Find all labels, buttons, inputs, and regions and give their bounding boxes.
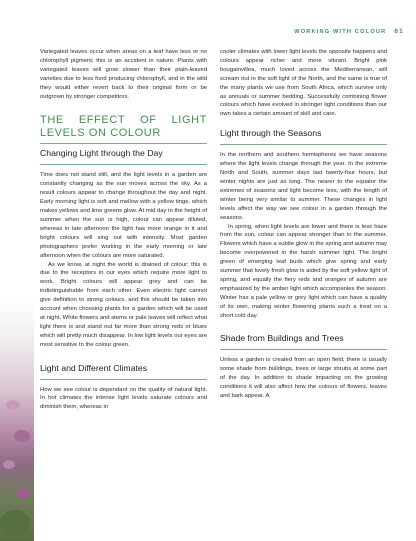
subheading-shade: Shade from Buildings and Trees <box>220 333 344 344</box>
flower-bloom <box>14 430 30 442</box>
flower-bloom <box>6 400 20 410</box>
intro-paragraph: Variegated leaves occur when areas on a leaf have less or no chlorophyll pigment; this is an accident in nature. Plants with variegated leaves will grow slower than their plain-leaved varieties due to less food producing chlorophyll, and in the wild they would either revert back to their original form or be outgrown by stronger competitors. <box>40 49 207 100</box>
body-paragraph: As we know, at night the world is drained of colour; this is due to the receptors in our eyes which require more light to work. Bright colours will appear grey and can be indistinguishable from each other. Even electric light cannot give definition to strong colours, and this should be taken into account when choosing plants for a garden which will be used at night. White flowers and stems or pale leaves will reflect what light there is and stand out far more than strong reds or blues which will pretty much disappear. In low light levels our eyes are most sensitive to the colour green. <box>40 261 207 348</box>
flower-photo-strip <box>0 0 34 541</box>
body-paragraph: cooler climates with lower light levels the opposite happens and colours appear richer and more vibrant. Bright pink bougainvillea, much loved across the Mediterranean, will scream out in the soft light of the North, and the same is true of the many plants we use from South Africa, which survive only as annuals or summer bedding. Successfully combining flower colours which have evolved in stronger light conditions than our own takes a certain amount of skill and care. <box>220 49 387 118</box>
running-header <box>294 28 404 35</box>
subheading-seasons: Light through the Seasons <box>220 128 322 139</box>
right-column <box>220 48 387 401</box>
page-number: 61 <box>394 28 404 35</box>
running-title: WORKING WITH COLOUR <box>294 29 387 35</box>
flower-bloom <box>16 488 30 499</box>
flower-bloom <box>3 460 15 469</box>
leaf-cluster <box>0 510 30 536</box>
left-column <box>40 48 207 412</box>
body-paragraph: Unless a garden is created from an open field, there is usually some shade from buildings, trees or large shrubs at some part of the day. In addition to shade impacting on the growing conditions it will also affect how the colours of flowers, leaves and bark appear. A <box>220 357 387 400</box>
body-paragraph: In the northern and southern hemispheres we have seasons where the light levels change through the year. In the extreme North and South, summer days last twenty-four hours, but winter nights are just as long. The nearer to the equator the extremes of seasons and light become less, with the length of winter being very similar to summer. These changes in light levels affect the way we see colour in a garden through the seasons. <box>220 152 387 221</box>
subheading-climates: Light and Different Climates <box>40 362 148 373</box>
body-paragraph: In spring, when light levels are lower and there is less haze from the sun, colour can appear stronger than in the summer. Flowers which have a subtle glow in the spring and autumn may become overpowered in the harsh summer light. The bright green of emerging leaf buds which give spring and early summer that lovely fresh glow is aided by the soft yellow light of spring, and equally the fiery reds and oranges of autumn are emphasized by the amber light which accompanies the season. Winter has a pale yellow or grey light which can have a quality of its own, making winter flowering plants such a treat on a short cold day. <box>220 223 387 319</box>
body-paragraph: Time does not stand still, and the light levels in a garden are constantly changing as the sun moves across the sky. As a result colours appear to change throughout the day and night. Early morning light is soft and mellow with a yellow tinge, which makes yellows and lime greens glow. At mid day in the height of summer when the sun is high, colour can appear diluted, whereas in late afternoon the light has more orange in it and bright colours will sing out with intensity. Most garden photographers prefer working in the early morning or late afternoon when the colours are more saturated. <box>40 172 207 259</box>
section-title: THE EFFECT OF LIGHT LEVELS ON COLOUR <box>40 114 207 139</box>
body-paragraph: How we see colour is dependant on the quality of natural light. In hot climates the intense light levels saturate colours and diminish them, whereas in <box>40 386 207 411</box>
subheading-changing-light: Changing Light through the Day <box>40 148 163 159</box>
